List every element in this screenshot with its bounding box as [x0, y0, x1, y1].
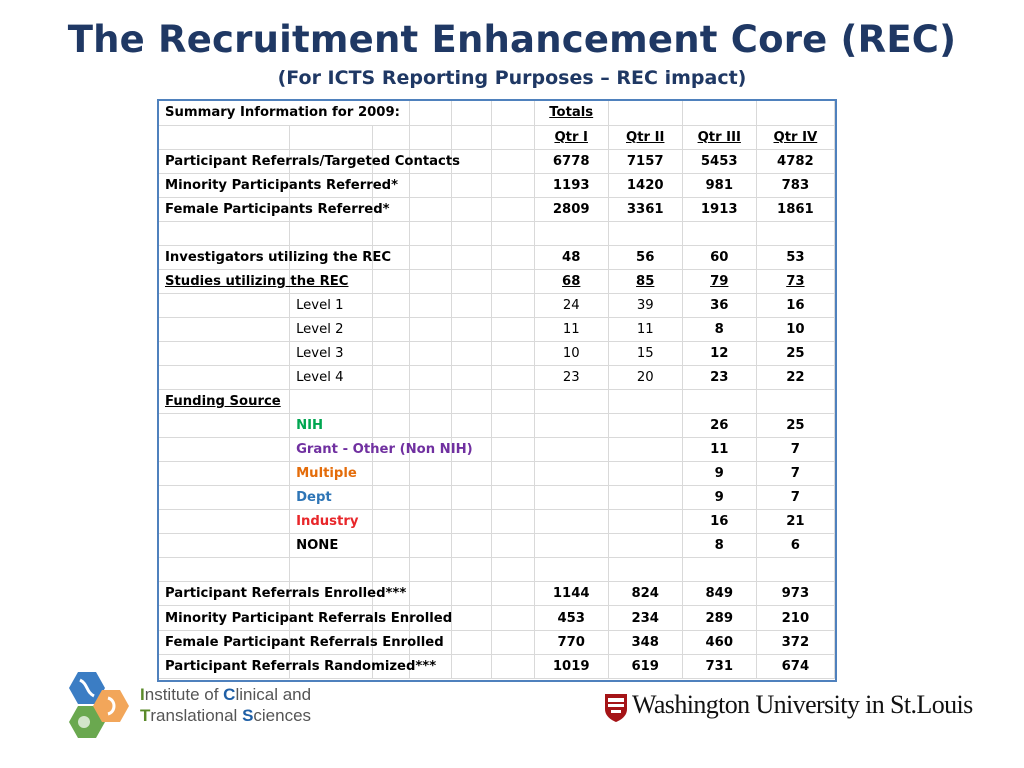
funding-source-label: Funding Source [159, 390, 290, 414]
table-cell: 453 [534, 606, 608, 630]
table-cell: 770 [534, 630, 608, 654]
table-row [159, 293, 835, 317]
row-label: Female Participant Referrals Enrolled [159, 630, 290, 654]
table-cell: 372 [756, 630, 834, 654]
table-cell: 11 [682, 438, 756, 462]
table-cell: 8 [682, 317, 756, 341]
table-cell [608, 534, 682, 558]
table-cell: 36 [682, 293, 756, 317]
row-label: Female Participants Referred* [159, 197, 290, 221]
table-cell: 289 [682, 606, 756, 630]
table-row [159, 125, 835, 149]
table-row [159, 582, 835, 606]
table-cell: 674 [756, 654, 834, 678]
table-cell: 68 [534, 269, 608, 293]
table-cell: 8 [682, 534, 756, 558]
row-label: Minority Participants Referred* [159, 173, 290, 197]
table-cell: 981 [682, 173, 756, 197]
table-row [159, 173, 835, 197]
table-cell [534, 510, 608, 534]
table-cell: 3361 [608, 197, 682, 221]
table-cell: 25 [756, 414, 834, 438]
table-cell [608, 486, 682, 510]
table-row [159, 630, 835, 654]
table-cell: 973 [756, 582, 834, 606]
table-cell: 849 [682, 582, 756, 606]
table-row [159, 462, 835, 486]
table-cell: 348 [608, 630, 682, 654]
table-cell: 25 [756, 341, 834, 365]
slide-title: The Recruitment Enhancement Core (REC) [67, 18, 957, 61]
table-cell: 234 [608, 606, 682, 630]
table-cell: 16 [682, 510, 756, 534]
table-cell: 26 [682, 414, 756, 438]
table-cell: 7 [756, 486, 834, 510]
table-cell: 11 [534, 317, 608, 341]
table-cell: 5453 [682, 149, 756, 173]
table-cell: 10 [756, 317, 834, 341]
table-cell: 7157 [608, 149, 682, 173]
table-cell: 824 [608, 582, 682, 606]
table-cell: 23 [682, 366, 756, 390]
icts-name: Institute of Clinical and Translational Sciences [140, 685, 312, 725]
row-label: Investigators utilizing the REC [159, 245, 290, 269]
table-cell: 4782 [756, 149, 834, 173]
wu-shield-icon [604, 693, 628, 723]
table-cell: 9 [682, 486, 756, 510]
row-label-nih: NIH [290, 414, 373, 438]
quarter-header: Qtr III [682, 125, 756, 149]
table-cell [608, 438, 682, 462]
table-cell: 9 [682, 462, 756, 486]
row-label-multiple: Multiple [290, 462, 373, 486]
table-row [159, 558, 835, 582]
table-cell: 39 [608, 293, 682, 317]
table-cell [534, 414, 608, 438]
table-cell: 23 [534, 366, 608, 390]
row-label: Level 3 [290, 341, 373, 365]
table-cell: 22 [756, 366, 834, 390]
table-cell [608, 462, 682, 486]
table-cell: 73 [756, 269, 834, 293]
table-row [159, 414, 835, 438]
icts-logo-icon [58, 670, 138, 740]
row-label: Level 4 [290, 366, 373, 390]
table-cell: 1193 [534, 173, 608, 197]
row-label: Participant Referrals/Targeted Contacts [159, 149, 290, 173]
table-cell: 48 [534, 245, 608, 269]
table-cell: 210 [756, 606, 834, 630]
table-cell: 1913 [682, 197, 756, 221]
table-cell: 20 [608, 366, 682, 390]
table-row [159, 606, 835, 630]
table-row [159, 149, 835, 173]
table-cell: 1144 [534, 582, 608, 606]
table-cell [534, 438, 608, 462]
totals-label: Totals [534, 101, 608, 125]
table-row [159, 510, 835, 534]
table-row [159, 654, 835, 678]
row-label: Participant Referrals Enrolled*** [159, 582, 290, 606]
table-cell: 53 [756, 245, 834, 269]
row-label: Level 2 [290, 317, 373, 341]
table-cell [534, 462, 608, 486]
table-cell: 460 [682, 630, 756, 654]
table-cell [534, 534, 608, 558]
table-row [159, 366, 835, 390]
table-row [159, 269, 835, 293]
table-cell: 60 [682, 245, 756, 269]
table-cell: 12 [682, 341, 756, 365]
table-cell: 56 [608, 245, 682, 269]
table-cell: 2809 [534, 197, 608, 221]
table-cell [534, 486, 608, 510]
row-label-none: NONE [290, 534, 373, 558]
table-cell: 619 [608, 654, 682, 678]
table-cell: 7 [756, 462, 834, 486]
quarter-header: Qtr IV [756, 125, 834, 149]
table-cell: 21 [756, 510, 834, 534]
summary-table-frame [157, 99, 837, 682]
table-row [159, 317, 835, 341]
table-cell: 79 [682, 269, 756, 293]
row-label-dept: Dept [290, 486, 373, 510]
table-cell: 6778 [534, 149, 608, 173]
row-label: Studies utilizing the REC [159, 269, 290, 293]
table-cell: 783 [756, 173, 834, 197]
table-row [159, 245, 835, 269]
table-cell: 1861 [756, 197, 834, 221]
table-cell: 15 [608, 341, 682, 365]
table-cell [608, 510, 682, 534]
table-row [159, 197, 835, 221]
table-cell: 1420 [608, 173, 682, 197]
table-cell: 16 [756, 293, 834, 317]
table-cell: 24 [534, 293, 608, 317]
table-cell: 10 [534, 341, 608, 365]
table-row [159, 341, 835, 365]
table-row [159, 438, 835, 462]
table-cell: 11 [608, 317, 682, 341]
table-row [159, 390, 835, 414]
quarter-header: Qtr II [608, 125, 682, 149]
table-row [159, 221, 835, 245]
table-row [159, 101, 835, 125]
summary-label: Summary Information for 2009: [159, 101, 290, 125]
table-cell: 85 [608, 269, 682, 293]
row-label: Level 1 [290, 293, 373, 317]
row-label-industry: Industry [290, 510, 373, 534]
table-cell: 731 [682, 654, 756, 678]
table-row [159, 486, 835, 510]
summary-table [159, 101, 835, 679]
slide-subtitle: (For ICTS Reporting Purposes – REC impact) [277, 67, 747, 89]
table-cell [608, 414, 682, 438]
table-cell: 1019 [534, 654, 608, 678]
table-cell: 6 [756, 534, 834, 558]
quarter-header: Qtr I [534, 125, 608, 149]
row-label: Participant Referrals Randomized*** [159, 654, 290, 678]
row-label: Minority Participant Referrals Enrolled [159, 606, 290, 630]
table-row [159, 534, 835, 558]
wu-wordmark: Washington University in St.Louis [632, 690, 973, 719]
table-cell: 7 [756, 438, 834, 462]
row-label-grant: Grant - Other (Non NIH) [290, 438, 373, 462]
